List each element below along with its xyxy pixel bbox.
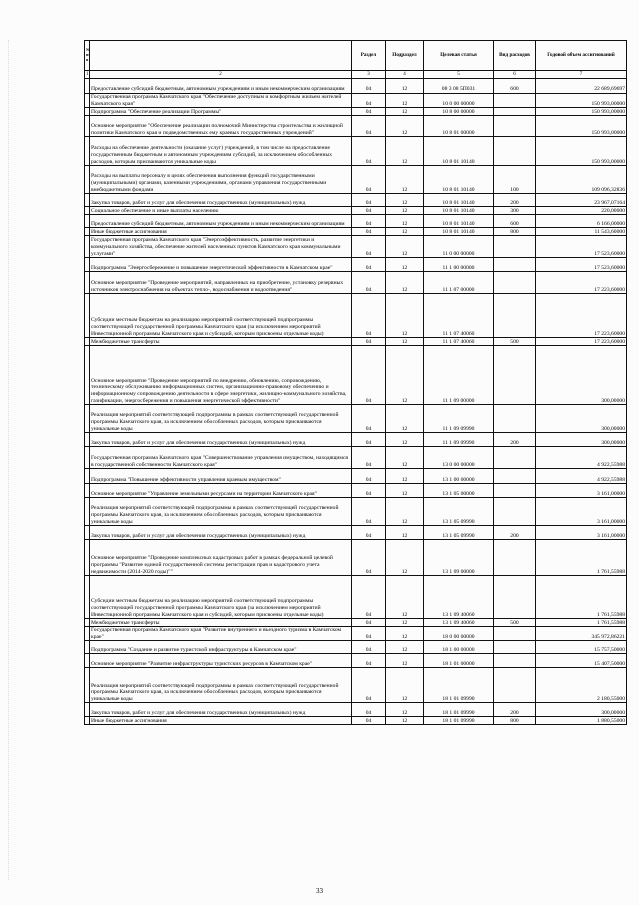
column-number-row	[85, 71, 627, 79]
budget-table	[84, 40, 627, 725]
row-name-cell: Закупка товаров, работ и услуг для обеспечения государственных (муниципальных) нужд	[90, 703, 352, 717]
row-vr-cell: 800	[494, 717, 536, 725]
row-razdel-cell: 04	[352, 207, 386, 215]
row-name-cell: Закупка товаров, работ и услуг для обеспечения государственных (муниципальных) нужд	[90, 526, 352, 540]
table-row	[85, 433, 627, 447]
row-csr-cell: 11 0 00 00000	[424, 236, 494, 258]
row-sum-cell: 4 922,55988	[536, 447, 627, 469]
row-vr-cell: 600	[494, 215, 536, 228]
row-podrazdel-cell: 12	[386, 272, 424, 294]
header-vr: Вид расходов	[494, 41, 536, 71]
row-sum-cell: 17 223,60000	[536, 338, 627, 346]
table-row	[85, 207, 627, 215]
row-csr-cell: 10 8 01 10140	[424, 194, 494, 207]
header-razdel: Раздел	[352, 41, 386, 71]
row-podrazdel-cell: 12	[386, 346, 424, 405]
row-name-cell: Предоставление субсидий бюджетным, автономным учреждениям и иным некоммерческим организациям	[90, 215, 352, 228]
row-podrazdel-cell: 12	[386, 619, 424, 627]
row-sum-cell: 150 993,00000	[536, 108, 627, 116]
row-razdel-cell: 04	[352, 166, 386, 194]
row-name-cell: Межбюджетные трансферты	[90, 619, 352, 627]
row-csr-cell: 13 0 00 00000	[424, 447, 494, 469]
row-name-cell: Основное мероприятие "Проведение комплексных кадастровых работ в рамках федеральной целевой программы "Развитие единой государственной системы регистрации прав и кадастрового учета недвижимости (2014-2020 годы)""	[90, 540, 352, 576]
row-podrazdel-cell: 12	[386, 433, 424, 447]
row-sum-cell: 17 523,60000	[536, 236, 627, 258]
row-csr-cell: 10 8 01 10140	[424, 207, 494, 215]
row-podrazdel-cell: 12	[386, 627, 424, 641]
row-name-cell: Подпрограмма "Обеспечение реализации Программы"	[90, 108, 352, 116]
row-razdel-cell: 04	[352, 405, 386, 433]
row-vr-cell	[494, 116, 536, 137]
row-razdel-cell: 04	[352, 236, 386, 258]
row-razdel-cell: 04	[352, 526, 386, 540]
col-number: 3	[352, 71, 386, 79]
row-csr-cell: 13 1 05 09990	[424, 498, 494, 526]
table-row	[85, 94, 627, 108]
row-name-cell: Подпрограмма "Создание и развитие туристской инфраструктуры в Камчатском крае"	[90, 641, 352, 654]
row-csr-cell: 13 1 00 00000	[424, 469, 494, 484]
table-row	[85, 346, 627, 405]
row-podrazdel-cell: 12	[386, 703, 424, 717]
table-row	[85, 166, 627, 194]
row-sum-cell: 150 993,00000	[536, 116, 627, 137]
row-csr-cell: 13 1 09 40060	[424, 619, 494, 627]
row-name-cell: Основное мероприятие "Проведение мероприятий, направленных на приобретение, установку резервных источников электроснабжения на объектах тепло-, водоснабжения и водоотведения"	[90, 272, 352, 294]
row-sum-cell: 15 757,50000	[536, 641, 627, 654]
table-row	[85, 228, 627, 236]
row-razdel-cell: 04	[352, 654, 386, 668]
row-vr-cell	[494, 294, 536, 338]
row-csr-cell: 11 1 07 40060	[424, 294, 494, 338]
table-row	[85, 469, 627, 484]
row-sum-cell: 4 922,55988	[536, 469, 627, 484]
row-sum-cell: 150 993,00000	[536, 137, 627, 166]
row-csr-cell: 13 1 05 09990	[424, 526, 494, 540]
row-vr-cell	[494, 346, 536, 405]
row-name-cell: Закупка товаров, работ и услуг для обеспечения государственных (муниципальных) нужд	[90, 433, 352, 447]
page-number: 33	[316, 887, 323, 895]
header-name	[90, 41, 352, 71]
row-name-cell: Основное мероприятие "Управление земельными ресурсами на территории Камчатского края"	[90, 484, 352, 498]
row-csr-cell: 11 1 09 09990	[424, 433, 494, 447]
table-row	[85, 447, 627, 469]
row-sum-cell: 109 096,32836	[536, 166, 627, 194]
row-podrazdel-cell: 12	[386, 215, 424, 228]
header-num: № п/п	[85, 41, 90, 71]
row-vr-cell: 200	[494, 703, 536, 717]
row-name-cell: Реализация мероприятий соответствующей подпрограммы в рамках соответствующей государственной программы Камчатского края, за исключением обособленных расходов, которым присваиваются уникальные коды	[90, 405, 352, 433]
row-razdel-cell: 04	[352, 116, 386, 137]
row-sum-cell: 17 523,60000	[536, 258, 627, 272]
table-row	[85, 619, 627, 627]
row-vr-cell	[494, 627, 536, 641]
row-name-cell: Субсидии местным бюджетам на реализацию мероприятий соответствующей подпрограммы соответствующей государственной программы Камчатского края (за исключением мероприятий Инвестиционной программы Камчатского края и субсидий, которым присвоены отдельные коды)	[90, 576, 352, 619]
row-vr-cell: 200	[494, 194, 536, 207]
row-sum-cell: 3 161,00000	[536, 484, 627, 498]
row-vr-cell	[494, 668, 536, 703]
row-podrazdel-cell: 12	[386, 108, 424, 116]
row-razdel-cell: 04	[352, 258, 386, 272]
row-podrazdel-cell: 12	[386, 498, 424, 526]
row-podrazdel-cell: 12	[386, 526, 424, 540]
row-name-cell: Государственная программа Камчатского края "Развитие внутреннего и въездного туризма в Камчатском крае"	[90, 627, 352, 641]
row-podrazdel-cell: 12	[386, 668, 424, 703]
row-vr-cell: 100	[494, 166, 536, 194]
row-razdel-cell: 04	[352, 137, 386, 166]
row-podrazdel-cell: 12	[386, 576, 424, 619]
row-name-cell: Иные бюджетные ассигнования	[90, 717, 352, 725]
row-csr-cell: 10 8 01 10140	[424, 137, 494, 166]
col-number: 1	[86, 71, 89, 77]
row-podrazdel-cell: 12	[386, 540, 424, 576]
row-sum-cell: 23 967,07164	[536, 194, 627, 207]
row-razdel-cell: 04	[352, 194, 386, 207]
row-csr-cell: 11 1 07 40060	[424, 338, 494, 346]
row-vr-cell	[494, 641, 536, 654]
header-row	[85, 41, 627, 71]
col-number: 7	[536, 71, 627, 79]
table-row	[85, 576, 627, 619]
row-csr-cell: 10 0 00 00000	[424, 94, 494, 108]
row-vr-cell	[494, 654, 536, 668]
row-vr-cell	[494, 272, 536, 294]
table-row	[85, 405, 627, 433]
row-razdel-cell: 04	[352, 294, 386, 338]
row-sum-cell: 300,00000	[536, 703, 627, 717]
row-sum-cell: 300,00000	[536, 346, 627, 405]
table-row	[85, 668, 627, 703]
row-vr-cell	[494, 258, 536, 272]
col-number: 2	[90, 71, 352, 79]
row-podrazdel-cell: 12	[386, 94, 424, 108]
row-vr-cell	[494, 405, 536, 433]
row-csr-cell: 18 1 01 09990	[424, 703, 494, 717]
row-sum-cell: 11 543,60000	[536, 228, 627, 236]
row-razdel-cell: 04	[352, 215, 386, 228]
table-row	[85, 498, 627, 526]
row-razdel-cell: 04	[352, 641, 386, 654]
table-row	[85, 627, 627, 641]
table-row	[85, 484, 627, 498]
row-razdel-cell: 04	[352, 433, 386, 447]
row-csr-cell: 13 1 09 40060	[424, 576, 494, 619]
row-razdel-cell: 04	[352, 447, 386, 469]
col-number: 4	[386, 71, 424, 79]
row-podrazdel-cell: 12	[386, 641, 424, 654]
row-csr-cell: 10 8 01 00000	[424, 116, 494, 137]
row-sum-cell: 1 761,55988	[536, 619, 627, 627]
row-csr-cell: 18 1 01 00000	[424, 654, 494, 668]
row-csr-cell: 18 1 01 09990	[424, 717, 494, 725]
row-sum-cell: 3 161,00000	[536, 498, 627, 526]
left-margin-mark	[8, 40, 12, 880]
row-razdel-cell: 04	[352, 338, 386, 346]
row-csr-cell: 11 1 00 00000	[424, 258, 494, 272]
row-sum-cell: 17 223,60000	[536, 272, 627, 294]
row-razdel-cell: 04	[352, 668, 386, 703]
row-csr-cell: 18 0 00 00000	[424, 627, 494, 641]
row-podrazdel-cell: 12	[386, 137, 424, 166]
row-vr-cell: 800	[494, 228, 536, 236]
row-name-cell: Подпрограмма "Повышение эффективности управления краевым имуществом"	[90, 469, 352, 484]
row-name-cell: Реализация мероприятий соответствующей подпрограммы в рамках соответствующей государственной программы Камчатского края, за исключением обособленных расходов, которым присваиваются уникальные коды	[90, 498, 352, 526]
table-row	[85, 703, 627, 717]
row-podrazdel-cell: 12	[386, 194, 424, 207]
row-podrazdel-cell: 12	[386, 166, 424, 194]
table-row	[85, 194, 627, 207]
row-name-cell: Иные бюджетные ассигнования	[90, 228, 352, 236]
table-row	[85, 338, 627, 346]
row-podrazdel-cell: 12	[386, 236, 424, 258]
row-podrazdel-cell: 12	[386, 116, 424, 137]
row-csr-cell: 18 1 01 09990	[424, 668, 494, 703]
row-csr-cell: 11 1 09 09990	[424, 405, 494, 433]
table-row	[85, 717, 627, 725]
row-vr-cell	[494, 576, 536, 619]
row-name-cell: Основное мероприятие "Проведение мероприятий по внедрению, обновлению, сопровождению, техническому обслуживанию информационных систем, организационно-правовому обеспечению и информационному сопровождению деятельности в сфере энергетики, жилищно-коммунального хозяйства, газификации, энергосбережения и повышения энергетической эффективности"	[90, 346, 352, 405]
row-razdel-cell: 04	[352, 79, 386, 94]
row-sum-cell: 345 972,86221	[536, 627, 627, 641]
row-name-cell: Основное мероприятие "Обеспечение реализации полномочий Министерства строительства и жилищной политики Камчатского края и подведомственных ему краевых государственных учреждений"	[90, 116, 352, 137]
row-podrazdel-cell: 12	[386, 294, 424, 338]
row-csr-cell: 18 1 00 00000	[424, 641, 494, 654]
row-sum-cell: 300,00000	[536, 405, 627, 433]
table-row	[85, 236, 627, 258]
row-podrazdel-cell: 12	[386, 338, 424, 346]
row-name-cell: Государственная программа Камчатского края "Энергоэффективность, развитие энергетики и коммунального хозяйства, обеспечение жителей населенных пунктов Камчатского края коммунальными услугами"	[90, 236, 352, 258]
row-csr-cell: 11 1 07 00000	[424, 272, 494, 294]
row-razdel-cell: 04	[352, 619, 386, 627]
row-vr-cell	[494, 484, 536, 498]
row-vr-cell: 200	[494, 526, 536, 540]
row-podrazdel-cell: 12	[386, 207, 424, 215]
row-name-cell: Субсидии местным бюджетам на реализацию мероприятий соответствующей подпрограммы соответствующей государственной программы Камчатского края (за исключением мероприятий Инвестиционной программы Камчатского края и субсидий, которым присвоены отдельные коды)	[90, 294, 352, 338]
row-podrazdel-cell: 12	[386, 717, 424, 725]
row-razdel-cell: 04	[352, 717, 386, 725]
row-vr-cell: 600	[494, 79, 536, 94]
row-razdel-cell: 04	[352, 94, 386, 108]
row-name-cell: Расходы на выплаты персоналу в целях обеспечения выполнения функций государственными (муниципальными) органами, казенными учреждениями, органами управления государственными внебюджетными фондами	[90, 166, 352, 194]
row-razdel-cell: 04	[352, 627, 386, 641]
row-podrazdel-cell: 12	[386, 654, 424, 668]
row-razdel-cell: 04	[352, 346, 386, 405]
row-csr-cell: 13 1 05 00000	[424, 484, 494, 498]
row-razdel-cell: 04	[352, 498, 386, 526]
header-csr: Целевая статья	[424, 41, 494, 71]
row-name-cell: Закупка товаров, работ и услуг для обеспечения государственных (муниципальных) нужд	[90, 194, 352, 207]
row-razdel-cell: 04	[352, 272, 386, 294]
table-row	[85, 526, 627, 540]
row-sum-cell: 1 761,55988	[536, 576, 627, 619]
row-vr-cell	[494, 447, 536, 469]
table-row	[85, 540, 627, 576]
table-row	[85, 258, 627, 272]
row-csr-cell: 11 1 09 00000	[424, 346, 494, 405]
row-vr-cell: 500	[494, 619, 536, 627]
row-sum-cell: 17 223,60000	[536, 294, 627, 338]
row-sum-cell: 150 993,00000	[536, 94, 627, 108]
header-podrazdel: Подраздел	[386, 41, 424, 71]
row-razdel-cell: 04	[352, 484, 386, 498]
table-row	[85, 654, 627, 668]
row-vr-cell: 500	[494, 338, 536, 346]
table-row	[85, 79, 627, 94]
row-vr-cell	[494, 108, 536, 116]
row-podrazdel-cell: 12	[386, 228, 424, 236]
col-number: 5	[424, 71, 494, 79]
row-razdel-cell: 04	[352, 703, 386, 717]
row-name-cell: Государственная программа Камчатского края "Совершенствование управления имуществом, находящимся в государственной собственности Камчатского края"	[90, 447, 352, 469]
row-vr-cell	[494, 94, 536, 108]
row-podrazdel-cell: 12	[386, 405, 424, 433]
row-sum-cell: 15 407,50000	[536, 654, 627, 668]
row-razdel-cell: 04	[352, 108, 386, 116]
row-name-cell: Предоставление субсидий бюджетным, автономным учреждениям и иным некоммерческим организациям	[90, 79, 352, 94]
row-csr-cell: 10 8 01 10140	[424, 228, 494, 236]
row-name-cell: Подпрограмма "Энергосбережение и повышение энергетической эффективности в Камчатском крае"	[90, 258, 352, 272]
row-podrazdel-cell: 12	[386, 447, 424, 469]
header-sum: Годовой объем ассигнований	[536, 41, 627, 71]
row-sum-cell: 300,00000	[536, 433, 627, 447]
row-vr-cell	[494, 498, 536, 526]
row-csr-cell: 08 3 08 5П031	[424, 79, 494, 94]
row-sum-cell: 1 761,55988	[536, 540, 627, 576]
row-sum-cell: 2 180,55000	[536, 668, 627, 703]
row-razdel-cell: 04	[352, 576, 386, 619]
row-podrazdel-cell: 12	[386, 484, 424, 498]
row-name-cell: Социальное обеспечение и иные выплаты населению	[90, 207, 352, 215]
row-vr-cell: 300	[494, 207, 536, 215]
table-row	[85, 215, 627, 228]
row-sum-cell: 1 880,55000	[536, 717, 627, 725]
row-name-cell: Реализация мероприятий соответствующей подпрограммы в рамках соответствующей государственной программы Камчатского края, за исключением обособленных расходов, которым присваиваются уникальные коды	[90, 668, 352, 703]
row-csr-cell: 10 8 00 00000	[424, 108, 494, 116]
table-row	[85, 116, 627, 137]
row-vr-cell	[494, 236, 536, 258]
row-vr-cell	[494, 137, 536, 166]
row-sum-cell: 22 689,69697	[536, 79, 627, 94]
row-vr-cell	[494, 469, 536, 484]
col-number: 6	[494, 71, 536, 79]
row-razdel-cell: 04	[352, 469, 386, 484]
row-csr-cell: 10 8 01 10140	[424, 215, 494, 228]
row-csr-cell: 13 1 09 00000	[424, 540, 494, 576]
row-sum-cell: 220,00000	[536, 207, 627, 215]
row-sum-cell: 6 166,00000	[536, 215, 627, 228]
table-row	[85, 272, 627, 294]
row-name-cell: Основное мероприятие "Развитие инфраструктуры туристских ресурсов в Камчатском крае"	[90, 654, 352, 668]
row-vr-cell: 200	[494, 433, 536, 447]
table-row	[85, 137, 627, 166]
row-csr-cell: 10 8 01 10140	[424, 166, 494, 194]
row-razdel-cell: 04	[352, 540, 386, 576]
row-name-cell: Межбюджетные трансферты	[90, 338, 352, 346]
row-razdel-cell: 04	[352, 228, 386, 236]
row-name-cell: Расходы на обеспечение деятельности (оказание услуг) учреждений, в том числе на предоставление государственным бюджетным и автономным учреждениям субсидий, за исключением обособленных расходов, которым присваиваются уникальные коды	[90, 137, 352, 166]
row-vr-cell	[494, 540, 536, 576]
table-row	[85, 294, 627, 338]
row-name-cell: Государственная программа Камчатского края "Обеспечение доступным и комфортным жильем жителей Камчатского края"	[90, 94, 352, 108]
row-podrazdel-cell: 12	[386, 258, 424, 272]
row-podrazdel-cell: 12	[386, 469, 424, 484]
table-row	[85, 108, 627, 116]
row-podrazdel-cell: 12	[386, 79, 424, 94]
table-row	[85, 641, 627, 654]
row-sum-cell: 3 161,00000	[536, 526, 627, 540]
